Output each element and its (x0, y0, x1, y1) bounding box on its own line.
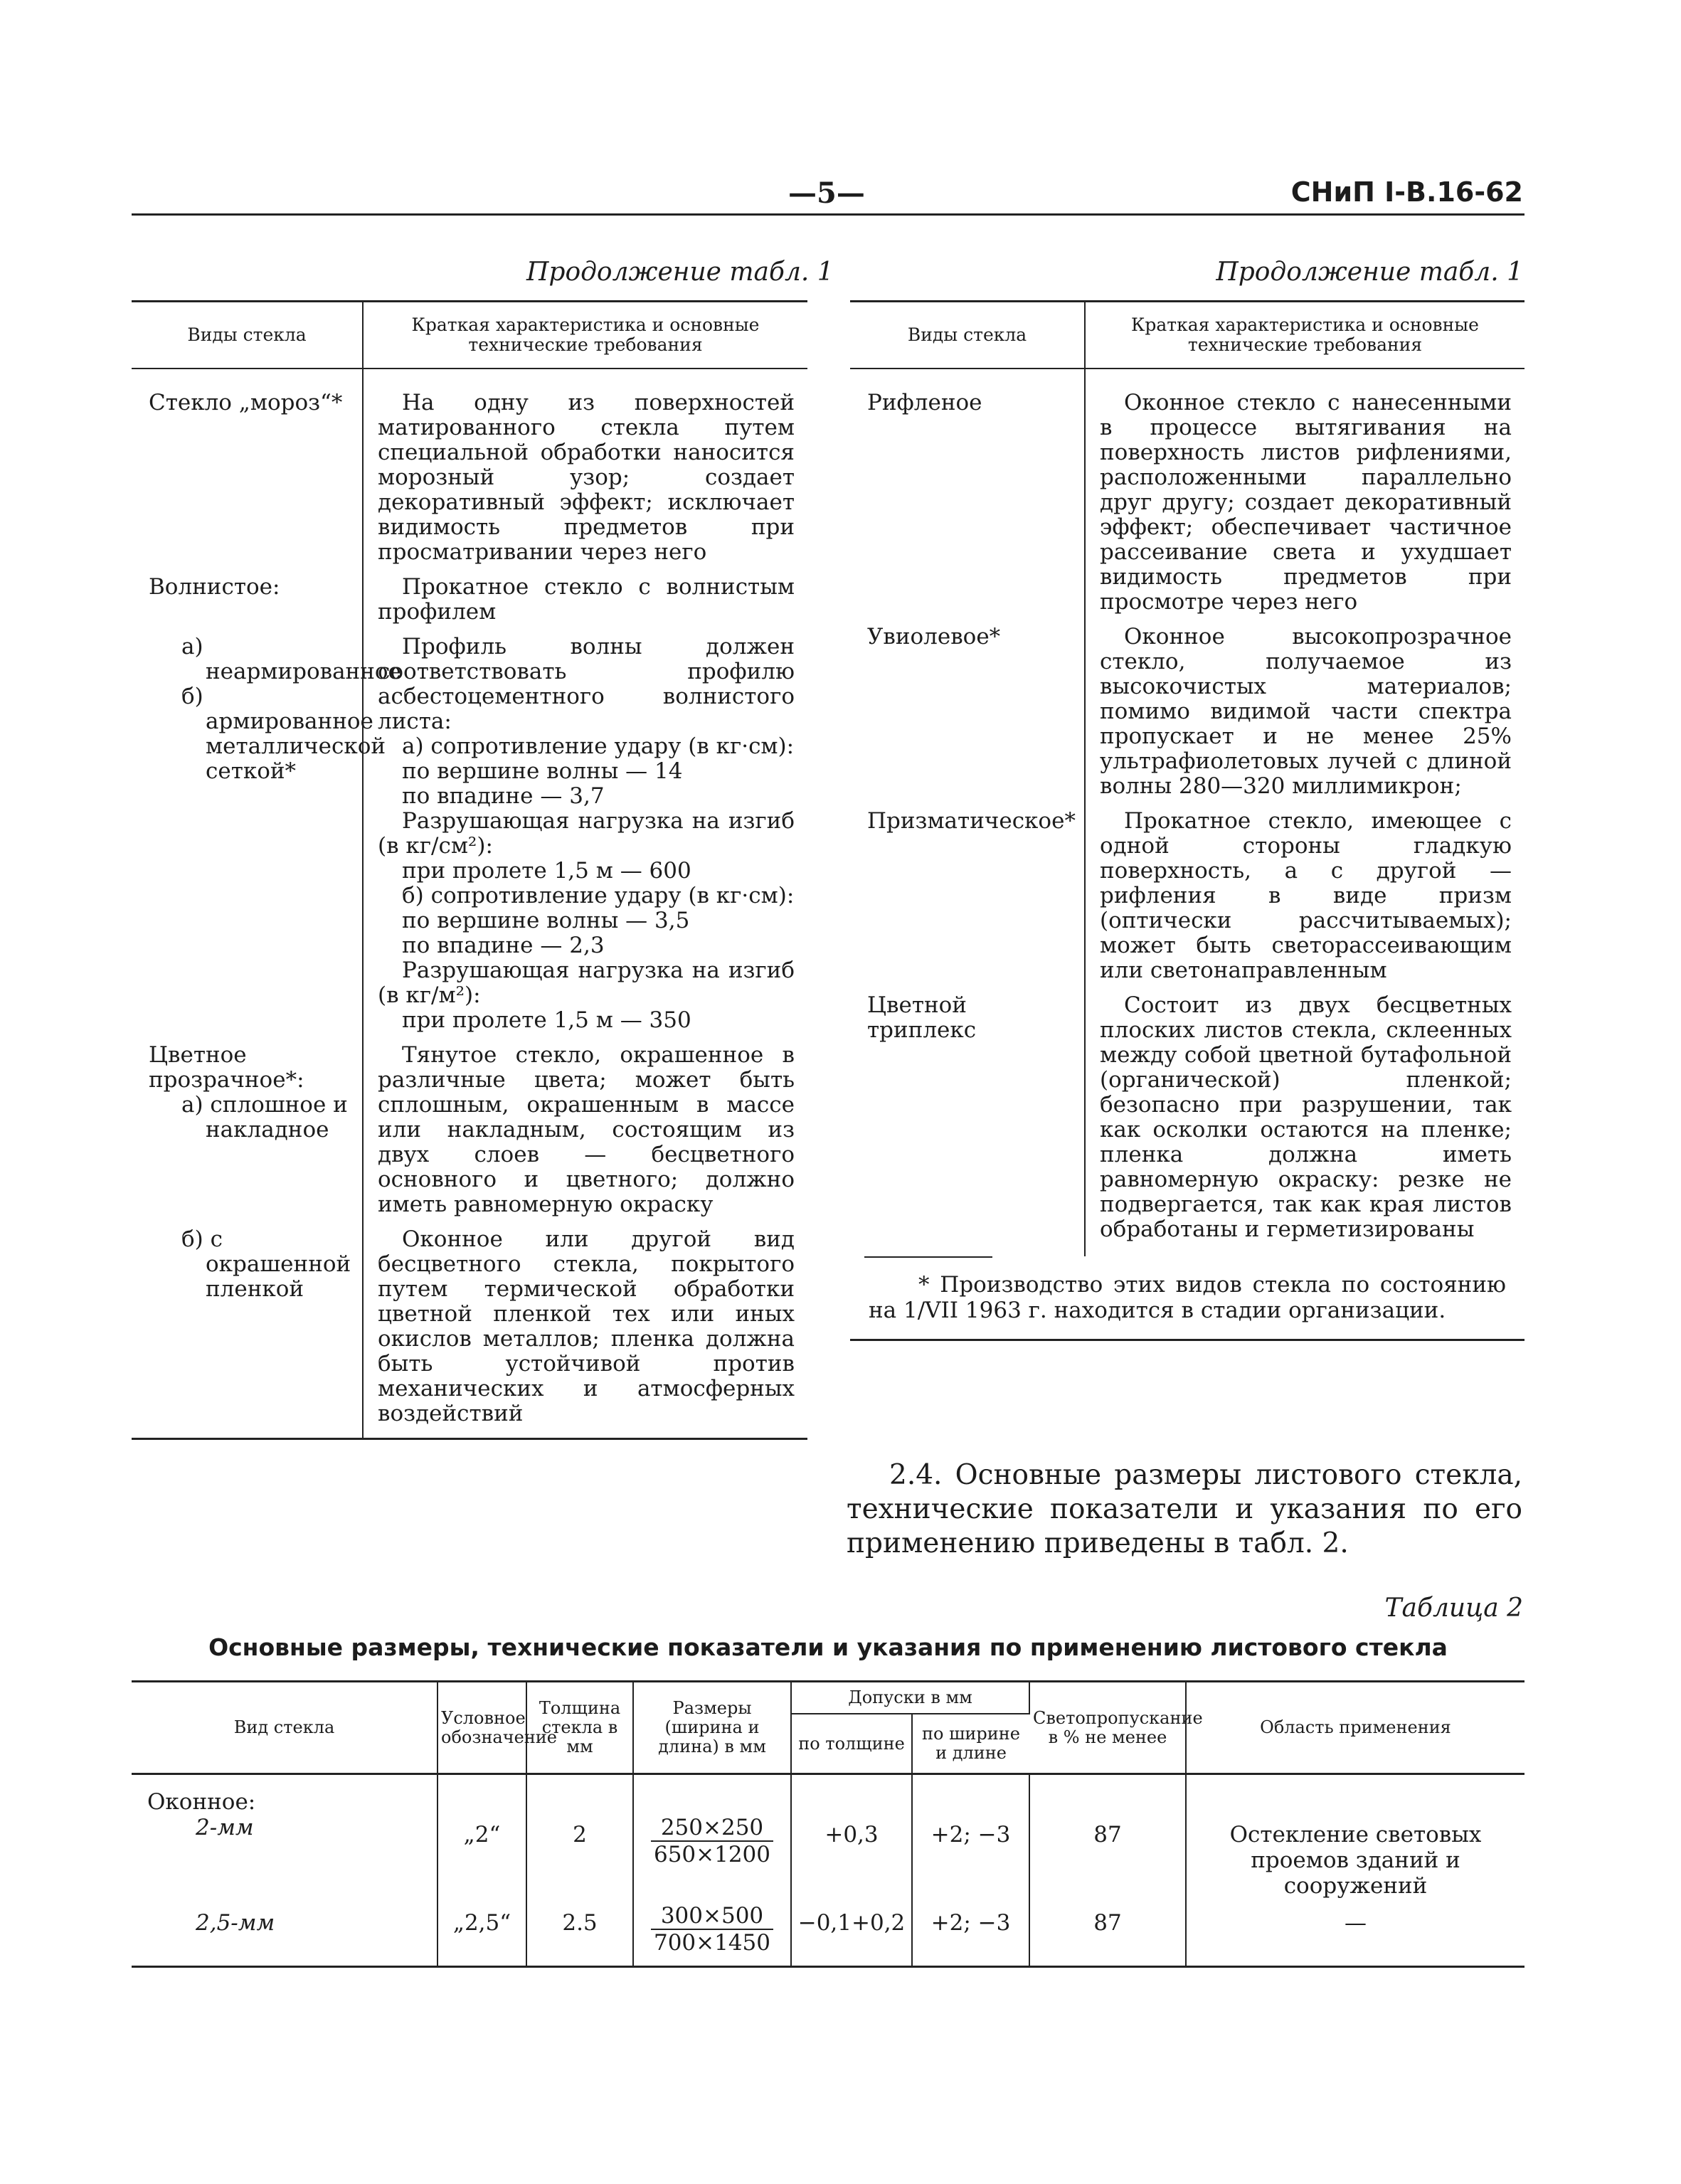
table-row (132, 1899, 1524, 1967)
a-crest: по вершине волны — 14 (402, 758, 683, 784)
row-triplex-kind: Цветной триплекс (850, 983, 1085, 1256)
table1-continuation-label-left: Продолжение табл. 1 (526, 258, 834, 287)
t2-col-tol-width: по ширине и длине (912, 1714, 1029, 1774)
row-moroz-desc: На одну из поверхностей матированного стекла путем специальной обработки наносится морозный узор; создает декоративный эффект; исключает видимость предметов при просматривании через него (378, 390, 795, 565)
row-uviol-desc: Оконное высокопрозрачное стекло, получаемое из высокочистых материалов; помимо видимой части спектра пропускает и не менее 25% ультрафиолетовых лучей с длиной волны 280—320 миллимикрон; (1100, 624, 1512, 799)
paragraph-2-4: 2.4. Основные размеры листового стекла, технические показатели и указания по его применению приведены в табл. 2. (847, 1459, 1522, 1559)
row-ribbed-kind: Рифленое (850, 369, 1085, 615)
t2-col-kind: Вид стекла (132, 1682, 438, 1774)
colored-kind: Цветное прозрачное*: (149, 1042, 304, 1093)
t2-row1-size-min: 250×250 (651, 1815, 773, 1842)
table2 (132, 1680, 1524, 1968)
table1-footnote: * Производство этих видов стекла по состоянию на 1/VII 1963 г. находится в стадии организации. (869, 1272, 1506, 1323)
t2-row2-kind: 2,5-мм (196, 1910, 275, 1936)
t2-row2-size-min: 300×500 (651, 1903, 773, 1930)
t2-col-light: Светопропускание в % не менее (1029, 1682, 1186, 1774)
t2-row1-kind: 2-мм (196, 1815, 254, 1840)
a-load: Разрушающая нагрузка на изгиб (в кг/см²): (378, 808, 795, 859)
t2-row1-area: Остекление световых проемов зданий и сооружений (1229, 1822, 1482, 1899)
document-code: СНиП I-В.16-62 (1290, 176, 1523, 208)
row-prism-kind: Призматическое* (850, 799, 1085, 983)
table1-right-col-kind: Виды стекла (850, 302, 1085, 369)
a-span: при пролете 1,5 м — 600 (402, 858, 691, 884)
table1-left-col-desc: Краткая характеристика и основные технические требования (363, 302, 807, 369)
row-colored-b-desc: Оконное или другой вид бесцветного стекла, покрытого путем термической обработки цветной пленкой тех или иных окислов металлов; пленка должна быть устойчивой против механических и атмосферных воздействий (378, 1226, 795, 1426)
t2-row1-tol-width: +2; −3 (912, 1815, 1029, 1899)
table1-continuation-label-right: Продолжение табл. 1 (1216, 258, 1523, 287)
row-colored-kind (132, 1033, 363, 1217)
profile-text: Профиль волны должен соответствовать профилю асбестоцементного волнистого листа: (378, 634, 795, 734)
t2-row2-tol-thickness: −0,1+0,2 (791, 1899, 912, 1967)
page-number: —5— (788, 176, 865, 210)
row-prism-desc: Прокатное стекло, имеющее с одной стороны гладкую поверхность, а с другой — рифления в виде призм (оптически рассчитываемых); может быть светорассеивающим или светонаправленным (1100, 808, 1512, 983)
row-ribbed-desc: Оконное стекло с нанесенными в процессе вытягивания на поверхность листов рифлениями, расположенными параллельно друг другу; создает декоративный эффект; обеспечивает частичное рассеивание света и ухудшает видимость предметов при просмотре через него (1100, 390, 1512, 615)
row-volnistoe-specs (363, 625, 807, 1033)
sub-a-kind: а) неармированное (181, 634, 401, 684)
table1-left (132, 300, 807, 1440)
sub-b-kind: б) армированное металлической сеткой* (181, 684, 386, 784)
b-crest: по вершине волны — 3,5 (402, 908, 690, 933)
t2-row2-area: — (1345, 1910, 1367, 1936)
row-volnistoe-desc: Прокатное стекло с волнистым профилем (378, 574, 795, 625)
t2-col-tol-thickness: по толщине (791, 1714, 912, 1774)
b-trough: по впадине — 2,3 (402, 933, 605, 958)
row-triplex-desc: Состоит из двух бесцветных плоских листов стекла, склеенных между собой цветной бутафольной (органической) пленкой; безопасно при разрушении, так как осколки остаются на пленке; пленка должна иметь равномерную окраску: резке не подвергается, так как края листов обработаны и герметизированы (1100, 992, 1512, 1242)
row-colored-b-kind (132, 1217, 363, 1439)
t2-col-sizes: Размеры (ширина и длина) в мм (633, 1682, 791, 1774)
a-trough: по впадине — 3,7 (402, 783, 605, 809)
b-impact: б) сопротивление удару (в кг·см): (402, 883, 795, 908)
t2-group-label: Оконное: (132, 1774, 438, 1815)
t2-row1-thickness: 2 (526, 1815, 633, 1899)
t2-row2-size-max: 700×1450 (653, 1930, 771, 1956)
colored-b-kind: б) с окрашенной пленкой (181, 1226, 351, 1302)
table1-footnote-cell (850, 1256, 1524, 1340)
table1-left-col-kind: Виды стекла (132, 302, 363, 369)
t2-row2-light: 87 (1029, 1899, 1186, 1967)
b-span: при пролете 1,5 м — 350 (402, 1007, 691, 1033)
t2-row2-sizes (651, 1903, 773, 1956)
t2-col-area: Область применения (1186, 1682, 1524, 1774)
t2-row2-designation: „2,5“ (438, 1899, 526, 1967)
row-colored-a-desc: Тянутое стекло, окрашенное в различные цвета; может быть сплошным, окрашенным в массе или накладным, состоящим из двух слоев — бесцветного основного и цветного; должно иметь равномерную окраску (378, 1042, 795, 1217)
row-uviol-kind: Увиолевое* (850, 615, 1085, 799)
t2-row2-thickness: 2.5 (526, 1899, 633, 1967)
b-load: Разрушающая нагрузка на изгиб (в кг/м²): (378, 958, 795, 1008)
t2-col-tolerances: Допуски в мм (791, 1682, 1029, 1714)
table1-right-col-desc: Краткая характеристика и основные технические требования (1085, 302, 1524, 369)
table1-right (850, 300, 1524, 1341)
t2-row2-tol-width: +2; −3 (912, 1899, 1029, 1967)
row-volnistoe-subkinds (132, 625, 401, 1033)
t2-row1-sizes (651, 1815, 773, 1867)
table-row (132, 1815, 1524, 1899)
colored-a-kind: а) сплошное и накладное (181, 1092, 348, 1143)
row-volnistoe-kind: Волнистое: (132, 565, 363, 625)
t2-row1-tol-thickness: +0,3 (791, 1815, 912, 1899)
t2-row1-size-max: 650×1200 (653, 1842, 771, 1867)
t2-col-designation: Условное обозначение (438, 1682, 526, 1774)
header-rule (132, 213, 1524, 216)
a-impact: а) сопротивление удару (в кг·см): (402, 733, 795, 759)
row-moroz-kind: Стекло „мороз“* (132, 369, 363, 565)
t2-row1-light: 87 (1029, 1815, 1186, 1899)
t2-col-thickness: Толщина стекла в мм (526, 1682, 633, 1774)
t2-row1-designation: „2“ (438, 1815, 526, 1899)
table2-label: Таблица 2 (1384, 1594, 1523, 1623)
table2-title: Основные размеры, технические показатели и указания по применению листового стекла (208, 1633, 1448, 1661)
